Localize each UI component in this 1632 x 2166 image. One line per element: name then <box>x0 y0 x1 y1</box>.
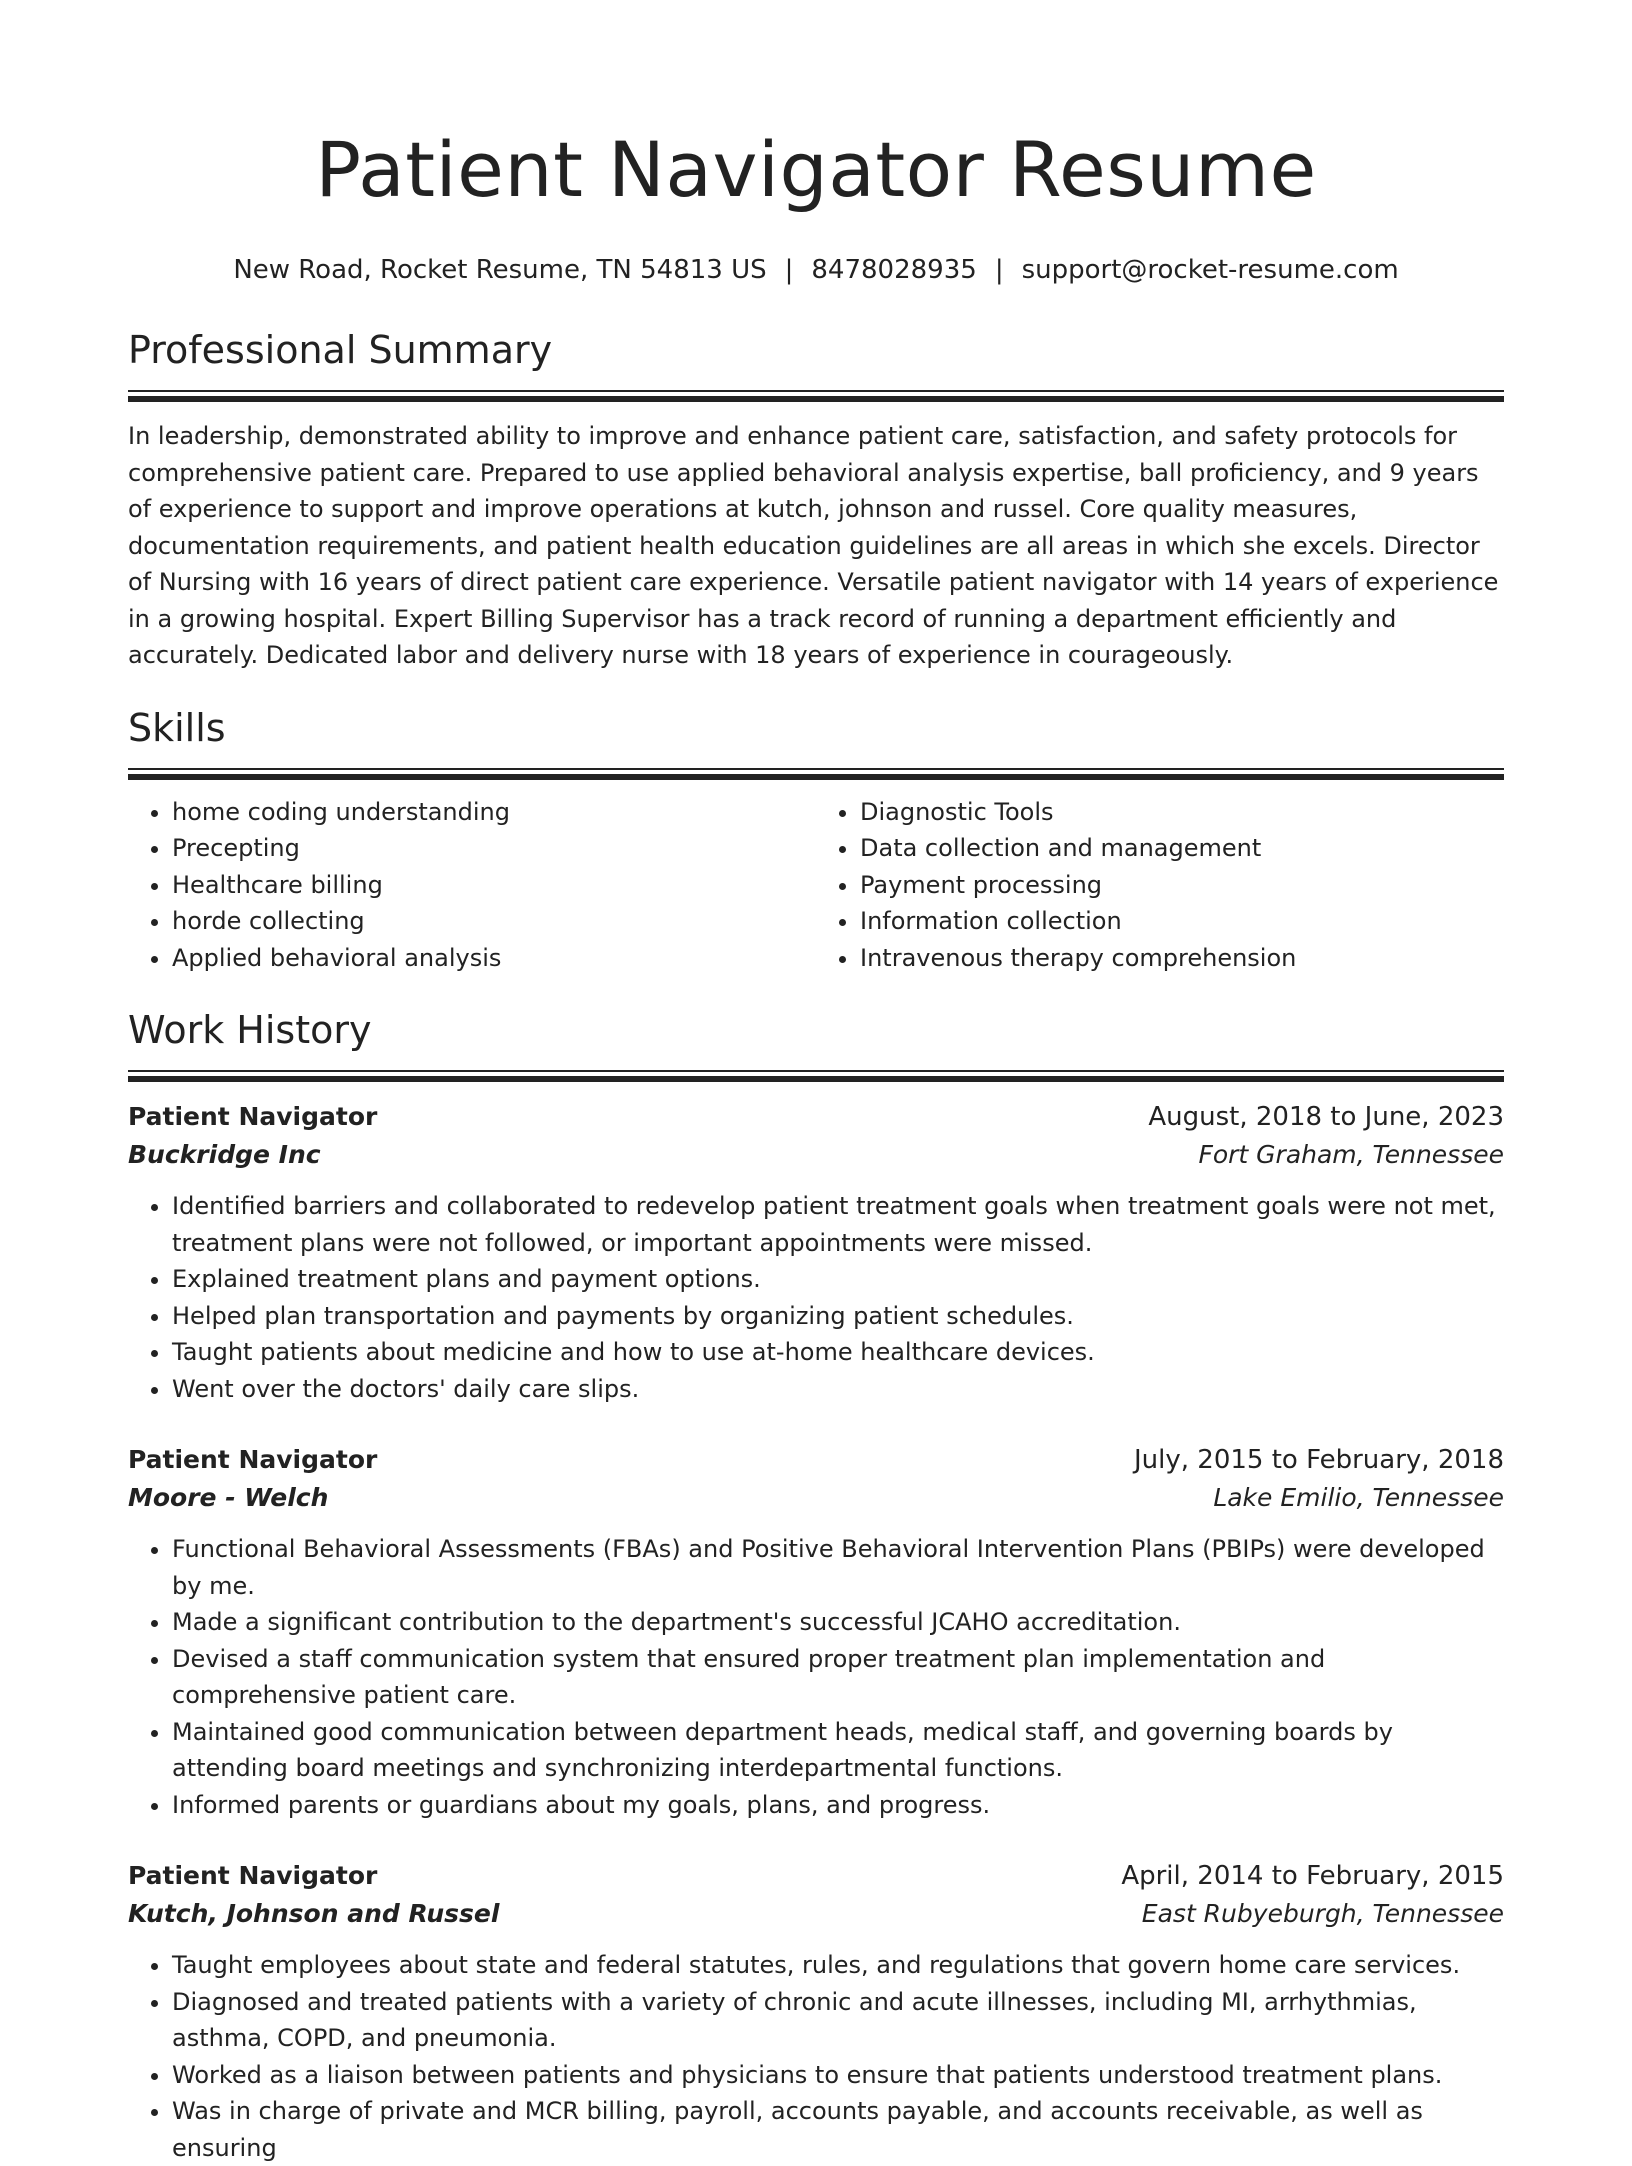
skill-item: • Information collection <box>860 903 1504 940</box>
skills-list <box>128 794 1504 977</box>
job-bullet: • Maintained good communication between department heads, medical staff, and governing boards by attending board meetings and synchronizing interdepartmental functions. <box>172 1714 1504 1787</box>
job-bullets <box>128 1947 1504 2166</box>
job-entry <box>128 1857 1504 2166</box>
job-bullet: • Made a significant contribution to the department's successful JCAHO accreditation. <box>172 1604 1504 1641</box>
job-bullet: • Functional Behavioral Assessments (FBAs) and Positive Behavioral Intervention Plans (PBIPs) were developed by me. <box>172 1531 1504 1604</box>
job-company-row <box>128 1136 1504 1174</box>
job-header-row <box>128 1098 1504 1136</box>
contact-separator: | <box>784 255 794 285</box>
job-dates: August, 2018 to June, 2023 <box>1148 1102 1504 1132</box>
job-header-row <box>128 1857 1504 1895</box>
contact-phone: 8478028935 <box>811 255 977 285</box>
skill-item: • Data collection and management <box>860 830 1504 867</box>
job-location: East Rubyeburgh, Tennessee <box>1141 1899 1504 1928</box>
section-divider <box>128 390 1504 402</box>
skill-item: • Payment processing <box>860 867 1504 904</box>
job-company-row <box>128 1895 1504 1933</box>
work-history-section <box>128 1006 1504 2166</box>
skill-item: • Applied behavioral analysis <box>172 940 816 977</box>
skill-item: • home coding understanding <box>172 794 816 831</box>
job-company: Buckridge Inc <box>128 1140 321 1169</box>
job-bullets <box>128 1188 1504 1407</box>
job-bullet: • Identified barriers and collaborated to redevelop patient treatment goals when treatment goals were not met, treatment plans were not followed, or important appointments were missed. <box>172 1188 1504 1261</box>
contact-line <box>128 254 1504 286</box>
section-divider <box>128 1070 1504 1082</box>
job-bullet: • Helped plan transportation and payments by organizing patient schedules. <box>172 1298 1504 1335</box>
job-company: Moore - Welch <box>128 1483 329 1512</box>
section-heading: Work History <box>128 1008 372 1052</box>
resume-title: Patient Navigator Resume <box>315 125 1317 214</box>
job-title: Patient Navigator <box>128 1445 378 1474</box>
job-bullet: • Taught patients about medicine and how to use at-home healthcare devices. <box>172 1334 1504 1371</box>
job-header-row <box>128 1441 1504 1479</box>
job-bullet: • Informed parents or guardians about my goals, plans, and progress. <box>172 1787 1504 1824</box>
contact-email[interactable]: support@rocket-resume.com <box>1021 255 1399 285</box>
job-company-row <box>128 1479 1504 1517</box>
job-bullet: • Worked as a liaison between patients and physicians to ensure that patients understood treatment plans. <box>172 2057 1504 2094</box>
skill-item: • Healthcare billing <box>172 867 816 904</box>
section-heading: Professional Summary <box>128 328 553 372</box>
skill-item: • horde collecting <box>172 903 816 940</box>
skill-item: • Precepting <box>172 830 816 867</box>
job-entry <box>128 1098 1504 1407</box>
job-company: Kutch, Johnson and Russel <box>128 1899 500 1928</box>
job-bullet: • Was in charge of private and MCR billing, payroll, accounts payable, and accounts receivable, as well as ensuring <box>172 2093 1504 2166</box>
job-dates: April, 2014 to February, 2015 <box>1121 1861 1504 1891</box>
skill-item: • Intravenous therapy comprehension <box>860 940 1504 977</box>
job-entry <box>128 1441 1504 1823</box>
job-bullet: • Devised a staff communication system that ensured proper treatment plan implementation and comprehensive patient care. <box>172 1641 1504 1714</box>
job-title: Patient Navigator <box>128 1102 378 1131</box>
contact-address: New Road, Rocket Resume, TN 54813 US <box>233 255 767 285</box>
job-bullet: • Explained treatment plans and payment options. <box>172 1261 1504 1298</box>
section-divider <box>128 768 1504 780</box>
professional-summary-section <box>128 326 1504 674</box>
skills-section <box>128 704 1504 977</box>
section-heading: Skills <box>128 705 226 750</box>
contact-separator: | <box>994 255 1004 285</box>
summary-text: In leadership, demonstrated ability to improve and enhance patient care, satisfaction, and safety protocols for comprehensive patient care. Prepared to use applied behavioral analysis expertise, ball proficiency, and 9 years of experience to support and improve operations at kutch, johnson and russel. Core quality measures, documentation requirements, and patient health education guidelines are all areas in which she excels. Director of Nursing with 16 years of direct patient care experience. Versatile patient navigator with 14 years of experience in a growing hospital. Expert Billing Supervisor has a track record of running a department efficiently and accurately. Dedicated labor and delivery nurse with 18 years of experience in courageously. <box>128 422 1499 669</box>
job-bullet: • Taught employees about state and federal statutes, rules, and regulations that govern home care services. <box>172 1947 1504 1984</box>
job-bullets <box>128 1531 1504 1823</box>
job-dates: July, 2015 to February, 2018 <box>1134 1445 1504 1475</box>
skills-column-right <box>816 794 1504 977</box>
skill-item: • Diagnostic Tools <box>860 794 1504 831</box>
job-bullet: • Went over the doctors' daily care slips. <box>172 1371 1504 1408</box>
job-title: Patient Navigator <box>128 1861 378 1890</box>
job-location: Lake Emilio, Tennessee <box>1213 1483 1504 1512</box>
job-location: Fort Graham, Tennessee <box>1198 1140 1504 1169</box>
job-bullet: • Diagnosed and treated patients with a variety of chronic and acute illnesses, including MI, arrhythmias, asthma, COPD, and pneumonia. <box>172 1984 1504 2057</box>
skills-column-left <box>128 794 816 977</box>
